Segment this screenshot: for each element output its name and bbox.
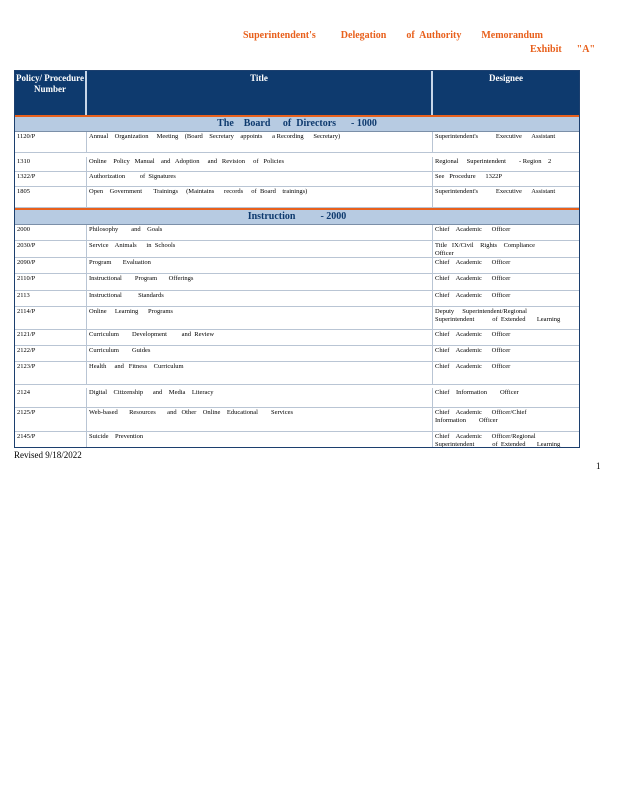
policy-designee: Regional Superintendent - Region 2 [435, 158, 552, 165]
policy-number: 2123/P [15, 362, 87, 384]
policy-title: Service Animals in Schools [87, 241, 433, 257]
table-row [15, 307, 579, 330]
table-row [15, 241, 579, 258]
policy-designee: Chief Academic Officer [435, 259, 511, 266]
policy-designee: Chief Academic Officer/Chief Information Officer [435, 409, 527, 424]
document-title: Superintendent's Delegation of Authority Memorandum [243, 30, 543, 41]
policy-number: 1120/P [15, 132, 87, 152]
policy-designee: Chief Academic Officer [435, 331, 511, 338]
policy-title: Instructional Standards [87, 291, 433, 306]
column-header-designee: Designee [489, 73, 523, 83]
table-row [15, 274, 579, 291]
policy-title: Curriculum Guides [87, 346, 433, 361]
section-heading-instruction: Instruction - 2000 [15, 208, 579, 225]
section-heading-board: The Board of Directors - 1000 [15, 115, 579, 132]
policy-number: 1805 [15, 187, 87, 207]
policy-designee: Chief Information Officer [435, 389, 519, 396]
table-row [15, 385, 579, 408]
policy-number: 2090/P [15, 258, 87, 273]
table-row [15, 258, 579, 274]
policy-title: Suicide Prevention [87, 432, 433, 447]
revised-date: Revised 9/18/2022 [14, 450, 82, 460]
policy-number: 2122/P [15, 346, 87, 361]
policy-title: Instructional Program Offerings [87, 274, 433, 290]
table-row [15, 187, 579, 208]
policy-number: 2124 [15, 388, 87, 407]
table-row [15, 330, 579, 346]
policy-number: 1310 [15, 157, 87, 171]
policy-number: 2114/P [15, 307, 87, 329]
table-row [15, 408, 579, 432]
policy-number: 2121/P [15, 330, 87, 345]
policy-title: Philosophy and Goals [87, 225, 433, 240]
table-row [15, 432, 579, 447]
policy-designee: Chief Academic Officer [435, 226, 511, 233]
policy-title: Program Evaluation [87, 258, 433, 273]
policy-designee: Chief Academic Officer [435, 363, 511, 370]
policy-title: Annual Organization Meeting (Board Secretary appoints a Recording Secretary) [87, 132, 433, 152]
policy-designee: Chief Academic Officer [435, 347, 511, 354]
policy-title: Health and Fitness Curriculum [87, 362, 433, 384]
policy-number: 2113 [15, 291, 87, 306]
policy-title: Web-based Resources and Other Online Educational Services [87, 408, 433, 431]
policy-designee: Title IX/Civil Rights Compliance Officer [435, 242, 535, 257]
policy-number: 1322/P [15, 172, 87, 186]
page-number: 1 [596, 461, 601, 471]
policy-designee: Chief Academic Officer [435, 292, 511, 299]
policy-designee: Chief Academic Officer/Regional Superintendent of Extended Learning [435, 433, 561, 447]
policy-designee: Deputy Superintendent/Regional Superintendent of Extended Learning [435, 308, 561, 323]
policy-designee: See Procedure 1322P [435, 173, 502, 180]
policy-number: 2145/P [15, 432, 87, 447]
delegation-table [14, 70, 580, 448]
column-header-number: Policy/ Procedure Number [15, 71, 87, 115]
table-header [15, 71, 579, 115]
column-header-title: Title [87, 71, 433, 115]
exhibit-label: Exhibit "A" [530, 44, 596, 55]
policy-number: 2030/P [15, 241, 87, 257]
policy-title: Authorization of Signatures [87, 172, 433, 186]
policy-designee: Chief Academic Officer [435, 275, 511, 282]
table-row [15, 346, 579, 362]
table-row [15, 362, 579, 385]
policy-title: Online Policy Manual and Adoption and Revision of Policies [87, 157, 433, 171]
table-row [15, 225, 579, 241]
policy-number: 2110/P [15, 274, 87, 290]
policy-designee: Superintendent's Executive Assistant [435, 188, 556, 195]
policy-number: 2000 [15, 225, 87, 240]
table-row [15, 132, 579, 153]
policy-title: Digital Citizenship and Media Literacy [87, 388, 433, 407]
policy-number: 2125/P [15, 408, 87, 431]
policy-title: Curriculum Development and Review [87, 330, 433, 345]
table-row [15, 172, 579, 187]
table-row [15, 291, 579, 307]
policy-title: Online Learning Programs [87, 307, 433, 329]
policy-title: Open Government Trainings (Maintains records of Board trainings) [87, 187, 433, 207]
table-row [15, 153, 579, 172]
policy-designee: Superintendent's Executive Assistant [435, 133, 556, 140]
